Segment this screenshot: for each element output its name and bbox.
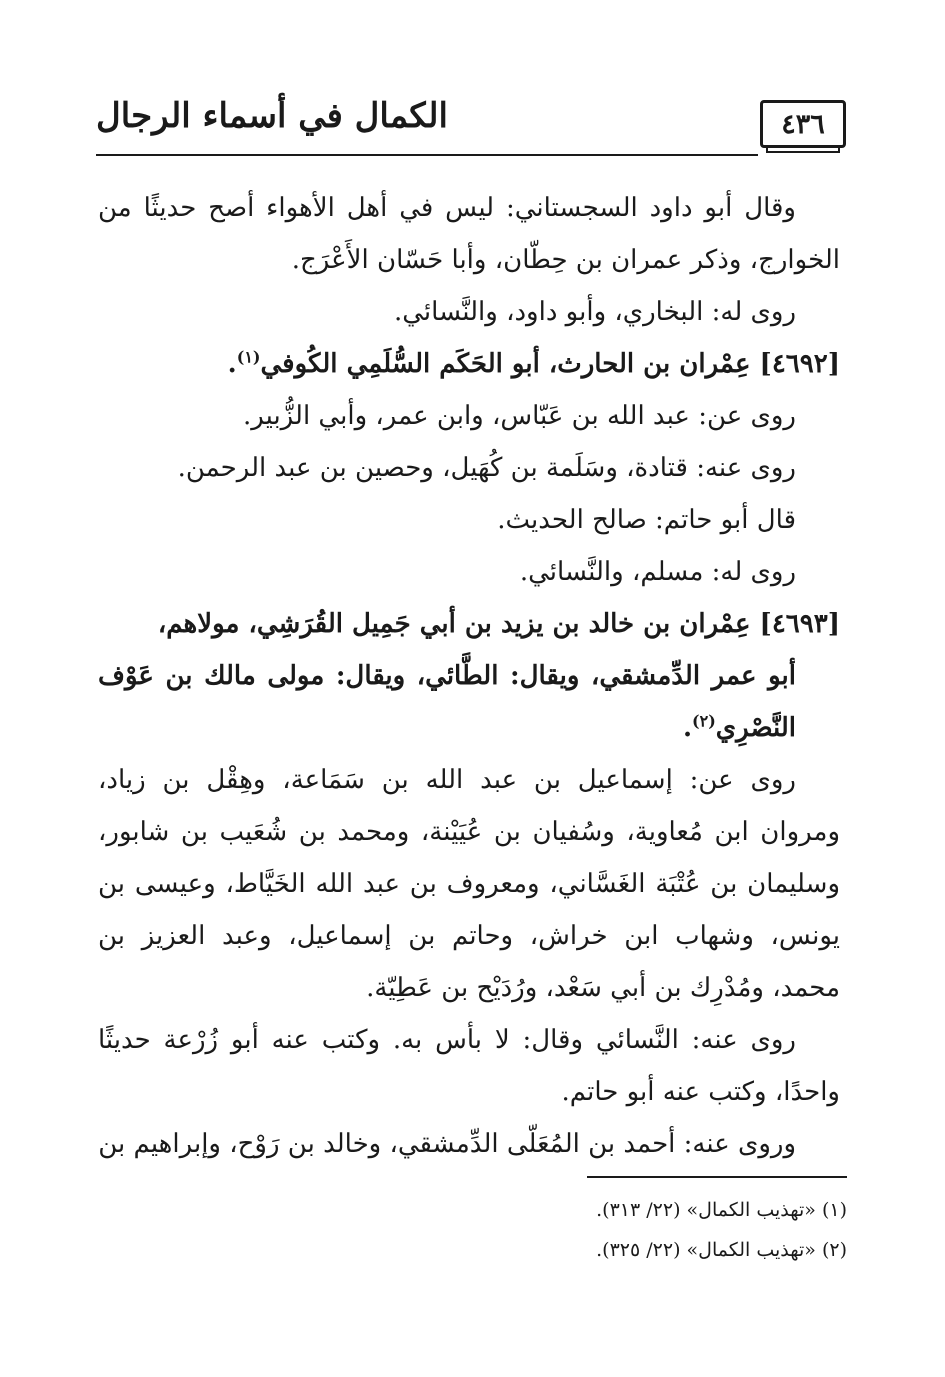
paragraph: روى عن: عبد الله بن عَبّاس، وابن عمر، وأبي الزُّبير. (242, 401, 796, 431)
entry-heading-text: [٤٦٩٣] عِمْران بن خالد بن يزيد بن أبي جَمِيل القُرَشِي، مولاهم، (157, 609, 840, 639)
paragraph: روى له: البخاري، وأبو داود، والنَّسائي. (393, 297, 796, 327)
paragraph: روى عن: إسماعيل بن عبد الله بن سَمَاعة، وهِقْل بن زياد، ومروان ابن مُعاوية، وسُفيان بن عُيَيْنة، ومحمد بن شُعَيب بن شابور، وسليمان بن عُتْبَة الغَسَّاني، ومعروف بن عبد الله الخَيَّاط، وعيسى بن يونس، وشهاب ابن خراش، وحاتم بن إسماعيل، وعبد العزيز بن محمد، ومُدْرِك بن أبي سَعْد، ورُدَيْح بن عَطِيّة. (98, 765, 841, 1003)
page-number: ٤٣٦ (781, 108, 825, 140)
footnote-ref: (١) (236, 347, 261, 367)
paragraph: قال أبو حاتم: صالح الحديث. (497, 505, 796, 535)
entry-heading-text: [٤٦٩٢] عِمْران بن الحارث، أبو الحَكَم السُّلَمِي الكُوفي (260, 349, 840, 379)
entry-heading-text: أبو عمر الدِّمشقي، ويقال: الطَّائي، ويقال: مولى مالك بن عَوْف النَّصْرِي (98, 661, 796, 743)
paragraph: روى له: مسلم، والنَّسائي. (519, 557, 796, 587)
footnotes (105, 1190, 847, 1270)
paragraph: روى عنه: قتادة، وسَلَمة بن كُهَيل، وحصين بن عبد الرحمن. (177, 453, 796, 483)
entry-heading-continuation (98, 650, 840, 754)
footnote-ref: (٢) (692, 711, 716, 731)
entry-heading-end: . (227, 349, 237, 379)
paragraph: روى عنه: النَّسائي وقال: لا بأس به. وكتب عنه أبو زُرْعة حديثًا واحدًا، وكتب عنه أبو حاتم. (98, 1025, 840, 1107)
footnote: (٢) «تهذيب الكمال» (٢٢/ ٣٢٥). (596, 1239, 847, 1261)
page-header (96, 96, 846, 158)
page-number-box (760, 100, 846, 148)
entry-heading-end: . (682, 713, 693, 743)
main-text (98, 182, 840, 1170)
footnote-divider (587, 1176, 847, 1178)
footnote: (١) «تهذيب الكمال» (٢٢/ ٣١٣). (596, 1199, 847, 1221)
paragraph: وروى عنه: أحمد بن المُعَلّى الدِّمشقي، وخالد بن رَوْح، وإبراهيم بن (98, 1129, 796, 1159)
header-divider (96, 154, 758, 156)
entry-heading (98, 338, 840, 390)
book-title: الكمال في أسماء الرجال (96, 96, 448, 136)
entry-heading (98, 598, 840, 754)
paragraph: وقال أبو داود السجستاني: ليس في أهل الأهواء أصح حديثًا من الخوارج، وذكر عمران بن حِطّان، وأبا حَسّان الأَعْرَج. (98, 193, 840, 275)
